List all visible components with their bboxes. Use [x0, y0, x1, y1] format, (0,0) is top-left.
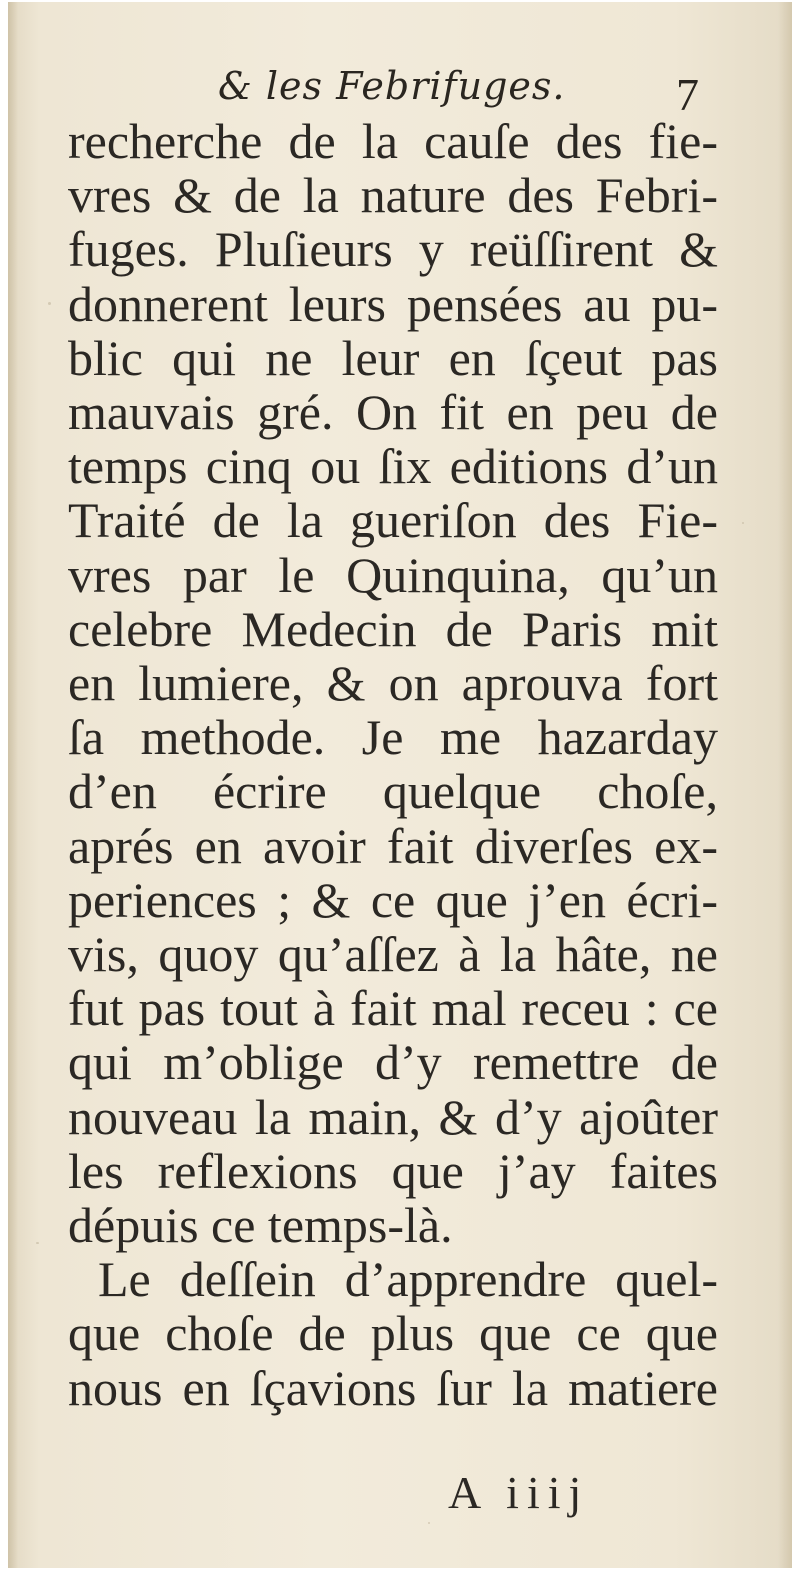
paper-speck: [742, 522, 744, 524]
text-line: periences ; & ce que j’en écri-: [68, 871, 718, 928]
text-line: d’en écrire quelque choſe,: [68, 763, 718, 820]
text-line: en lumiere, & on aprouva fort: [68, 655, 718, 712]
text-line: nouveau la main, & d’y ajoûter: [68, 1088, 718, 1145]
paragraph-start-line: Le deſſein d’apprendre quel-: [98, 1251, 718, 1308]
text-line: Traité de la gueriſon des Fie-: [68, 492, 718, 549]
text-line: donnerent leurs pensées au pu-: [68, 275, 718, 332]
text-line: que choſe de plus que ce que: [68, 1305, 718, 1362]
text-line: les reflexions que j’ay faites: [68, 1142, 718, 1199]
running-head: [8, 64, 792, 120]
text-line: vres & de la nature des Febri-: [68, 167, 718, 224]
body-text: [68, 114, 718, 1415]
page-edge-shadow: [778, 2, 792, 1568]
text-line: vis, quoy qu’aſſez à la hâte, ne: [68, 926, 718, 983]
paper-speck: [36, 1242, 39, 1244]
page-number: 7: [676, 69, 699, 120]
page-gutter-shadow: [8, 2, 18, 1568]
text-line: aprés en avoir fait diverſes ex-: [68, 817, 718, 874]
signature-mark: A iiij: [448, 1467, 590, 1518]
text-line: vres par le Quinquina, qu’un: [68, 546, 718, 603]
text-line: fut pas tout à fait mal receu : ce: [68, 980, 718, 1037]
text-line: nous en ſçavions ſur la matiere: [68, 1359, 718, 1416]
paper-speck: [428, 1522, 430, 1524]
text-line: ſa methode. Je me hazarday: [68, 709, 718, 766]
text-line: recherche de la cauſe des fie-: [68, 113, 718, 169]
text-line: mauvais gré. On fit en peu de: [68, 384, 718, 441]
text-line: fuges. Pluſieurs y reüſſirent &: [68, 221, 718, 278]
book-page: [8, 2, 792, 1568]
text-line: qui m’oblige d’y remettre de: [68, 1034, 718, 1091]
text-line: blic qui ne leur en ſçeut pas: [68, 329, 718, 386]
text-line: dépuis ce temps-là.: [68, 1197, 453, 1254]
text-line: celebre Medecin de Paris mit: [68, 600, 718, 657]
paper-speck: [48, 302, 51, 305]
text-line: temps cinq ou ſix editions d’un: [68, 438, 718, 495]
running-head-title: & les Febrifuges.: [218, 64, 566, 108]
